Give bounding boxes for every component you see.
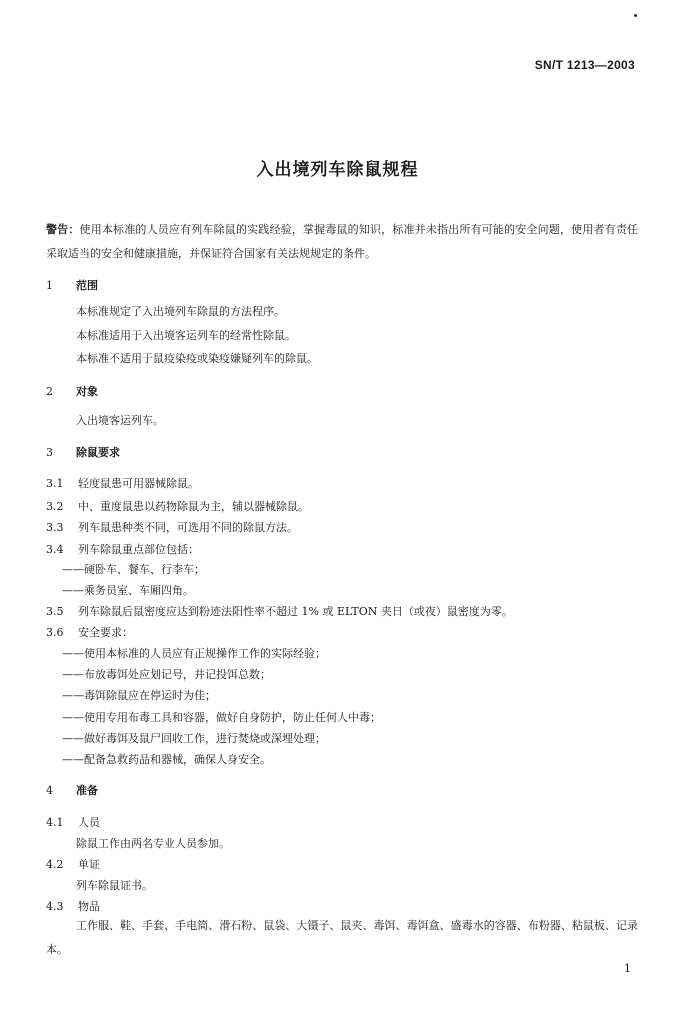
clause-3-6	[46, 626, 133, 640]
clause-title: 单证	[78, 858, 100, 871]
scope-line: 本标准不适用于鼠疫染疫或染疫嫌疑列车的除鼠。	[76, 352, 318, 365]
dash-item: ——布放毒饵处应划记号，并记投饵总数；	[62, 668, 271, 681]
dash-item: ——做好毒饵及鼠尸回收工作，进行焚烧或深埋处理；	[62, 732, 326, 745]
section-3-heading	[46, 446, 120, 460]
object-line: 入出境客运列车。	[76, 414, 164, 427]
section-number: 3	[46, 446, 53, 459]
clause-number: 3.1	[46, 477, 64, 490]
clause-text: 除鼠工作由两名专业人员参加。	[76, 837, 230, 850]
clause-text: 中、重度鼠患以药物除鼠为主，辅以器械除鼠。	[78, 500, 309, 513]
clause-title: 人员	[78, 816, 100, 829]
clause-title: 物品	[78, 900, 100, 913]
section-title: 除鼠要求	[76, 446, 120, 459]
section-4-heading	[46, 784, 98, 798]
scope-line: 本标准适用于入出境客运列车的经常性除鼠。	[76, 329, 296, 342]
clause-number: 3.6	[46, 626, 64, 639]
section-number: 4	[46, 784, 53, 797]
clause-4-3	[46, 900, 100, 914]
warning-label: 警告：	[46, 223, 80, 236]
clause-3-3	[46, 521, 298, 535]
clause-4-1	[46, 816, 100, 830]
dash-item: ——配备急救药品和器械，确保人身安全。	[62, 753, 271, 766]
clause-3-2	[46, 500, 309, 514]
section-title: 准备	[76, 784, 98, 797]
clause-text: 工作服、鞋、手套、手电筒、滑石粉、鼠袋、大镊子、鼠夹、毒饵、毒饵盒、盛毒水的容器、布粉器、粘鼠板、记录本。	[46, 919, 638, 956]
dash-item: ——乘务员室、车厢四角。	[62, 584, 194, 597]
dash-item: ——硬卧车、餐车、行李车；	[62, 563, 205, 576]
section-number: 1	[46, 279, 53, 292]
dash-item: ——使用本标准的人员应有正规操作工作的实际经验；	[62, 647, 326, 660]
clause-text: 列车鼠患种类不同，可选用不同的除鼠方法。	[78, 521, 298, 534]
section-1-heading	[46, 279, 98, 293]
clause-text: 列车除鼠重点部位包括：	[78, 543, 199, 556]
clause-number: 3.5	[46, 605, 64, 618]
clause-number: 3.2	[46, 500, 64, 513]
clause-text: 列车除鼠证书。	[76, 879, 153, 892]
clause-text: 列车除鼠后鼠密度应达到粉迹法阳性率不超过 1% 或 ELTON 夹日（或夜）鼠密度为零。	[78, 605, 513, 618]
section-title: 范围	[76, 279, 98, 292]
clause-number: 3.3	[46, 521, 64, 534]
document-title: 入出境列车除鼠规程	[256, 160, 419, 180]
clause-4-2	[46, 858, 100, 872]
clause-text: 安全要求：	[78, 626, 133, 639]
clause-number: 4.2	[46, 858, 64, 871]
dash-item: ——使用专用布毒工具和容器，做好自身防护，防止任何人中毒；	[62, 711, 381, 724]
standard-code: SN/T 1213—2003	[534, 58, 635, 72]
scope-line: 本标准规定了入出境列车除鼠的方法程序。	[76, 305, 285, 318]
scan-speck	[634, 14, 637, 17]
page-number: 1	[624, 962, 631, 975]
dash-item: ——毒饵除鼠应在停运时为佳；	[62, 689, 216, 702]
section-2-heading	[46, 385, 98, 399]
section-title: 对象	[76, 385, 98, 398]
clause-3-4	[46, 543, 199, 557]
clause-3-1	[46, 477, 199, 491]
clause-text: 轻度鼠患可用器械除鼠。	[78, 477, 199, 490]
section-number: 2	[46, 385, 53, 398]
clause-number: 4.1	[46, 816, 64, 829]
warning-paragraph	[46, 218, 638, 266]
warning-text: 使用本标准的人员应有列车除鼠的实践经验，掌握毒鼠的知识，标准并未指出所有可能的安全问题，使用者有责任采取适当的安全和健康措施，并保证符合国家有关法规规定的条件。	[46, 223, 639, 260]
clause-number: 4.3	[46, 900, 64, 913]
clause-number: 3.4	[46, 543, 64, 556]
clause-3-5	[46, 605, 513, 619]
